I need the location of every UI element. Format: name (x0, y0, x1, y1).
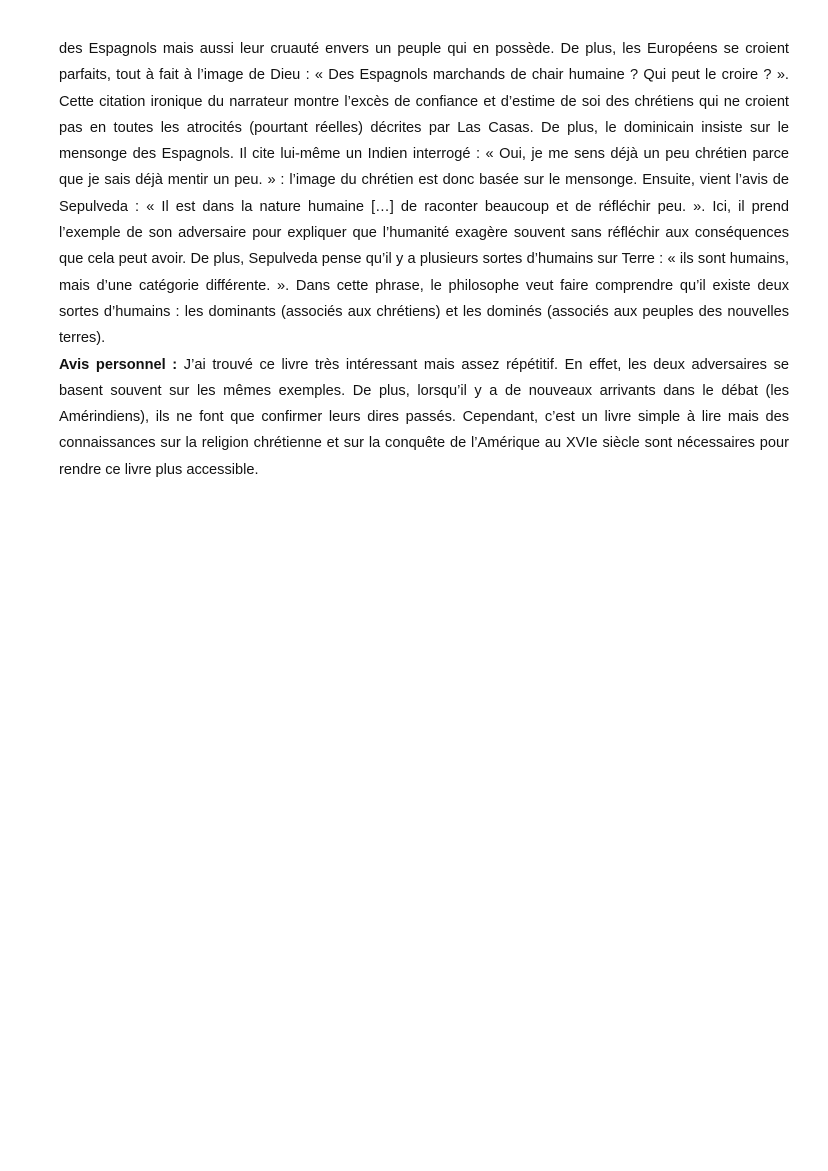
personal-opinion-label: Avis personnel : (59, 356, 178, 373)
document-page (59, 36, 789, 483)
body-paragraph (59, 36, 789, 352)
paragraph-text: des Espagnols mais aussi leur cruauté envers un peuple qui en possède. De plus, les Européens se croient parfaits, tout à fait à l’image de Dieu : « Des Espagnols marchands de chair humaine ? Qui peut le croire ? ». Cette citation ironique du narrateur montre l’excès de confiance et d’estime de soi des chrétiens qui ne croient pas en toutes les atrocités (pourtant réelles) décrites par Las Casas. De plus, le dominicain insiste sur le mensonge des Espagnols. Il cite lui-même un Indien interrogé : « Oui, je me sens déjà un peu chrétien parce que je sais déjà mentir un peu. » : l’image du chrétien est donc basée sur le mensonge. Ensuite, vient l’avis de Sepulveda : « Il est dans la nature humaine […] de raconter beaucoup et de réfléchir peu. ». Ici, il prend l’exemple de son adversaire pour expliquer que l’humanité exagère souvent sans réfléchir aux conséquences que cela peut avoir. De plus, Sepulveda pense qu’il y a plusieurs sortes d’humains sur Terre : « ils sont humains, mais d’une catégorie différente. ». Dans cette phrase, le philosophe veut faire comprendre qu’il existe deux sortes d’humains : les dominants (associés aux chrétiens) et les dominés (associés aux peuples des nouvelles terres). (59, 41, 789, 347)
personal-opinion-paragraph (59, 352, 789, 483)
paragraph-text: J’ai trouvé ce livre très intéressant mais assez répétitif. En effet, les deux adversaires se basent souvent sur les mêmes exemples. De plus, lorsqu’il y a de nouveaux arrivants dans le débat (les Amérindiens), ils ne font que confirmer leurs dires passés. Cependant, c’est un livre simple à lire mais des connaissances sur la religion chrétienne et sur la conquête de l’Amérique au XVIe siècle sont nécessaires pour rendre ce livre plus accessible. (59, 356, 789, 478)
